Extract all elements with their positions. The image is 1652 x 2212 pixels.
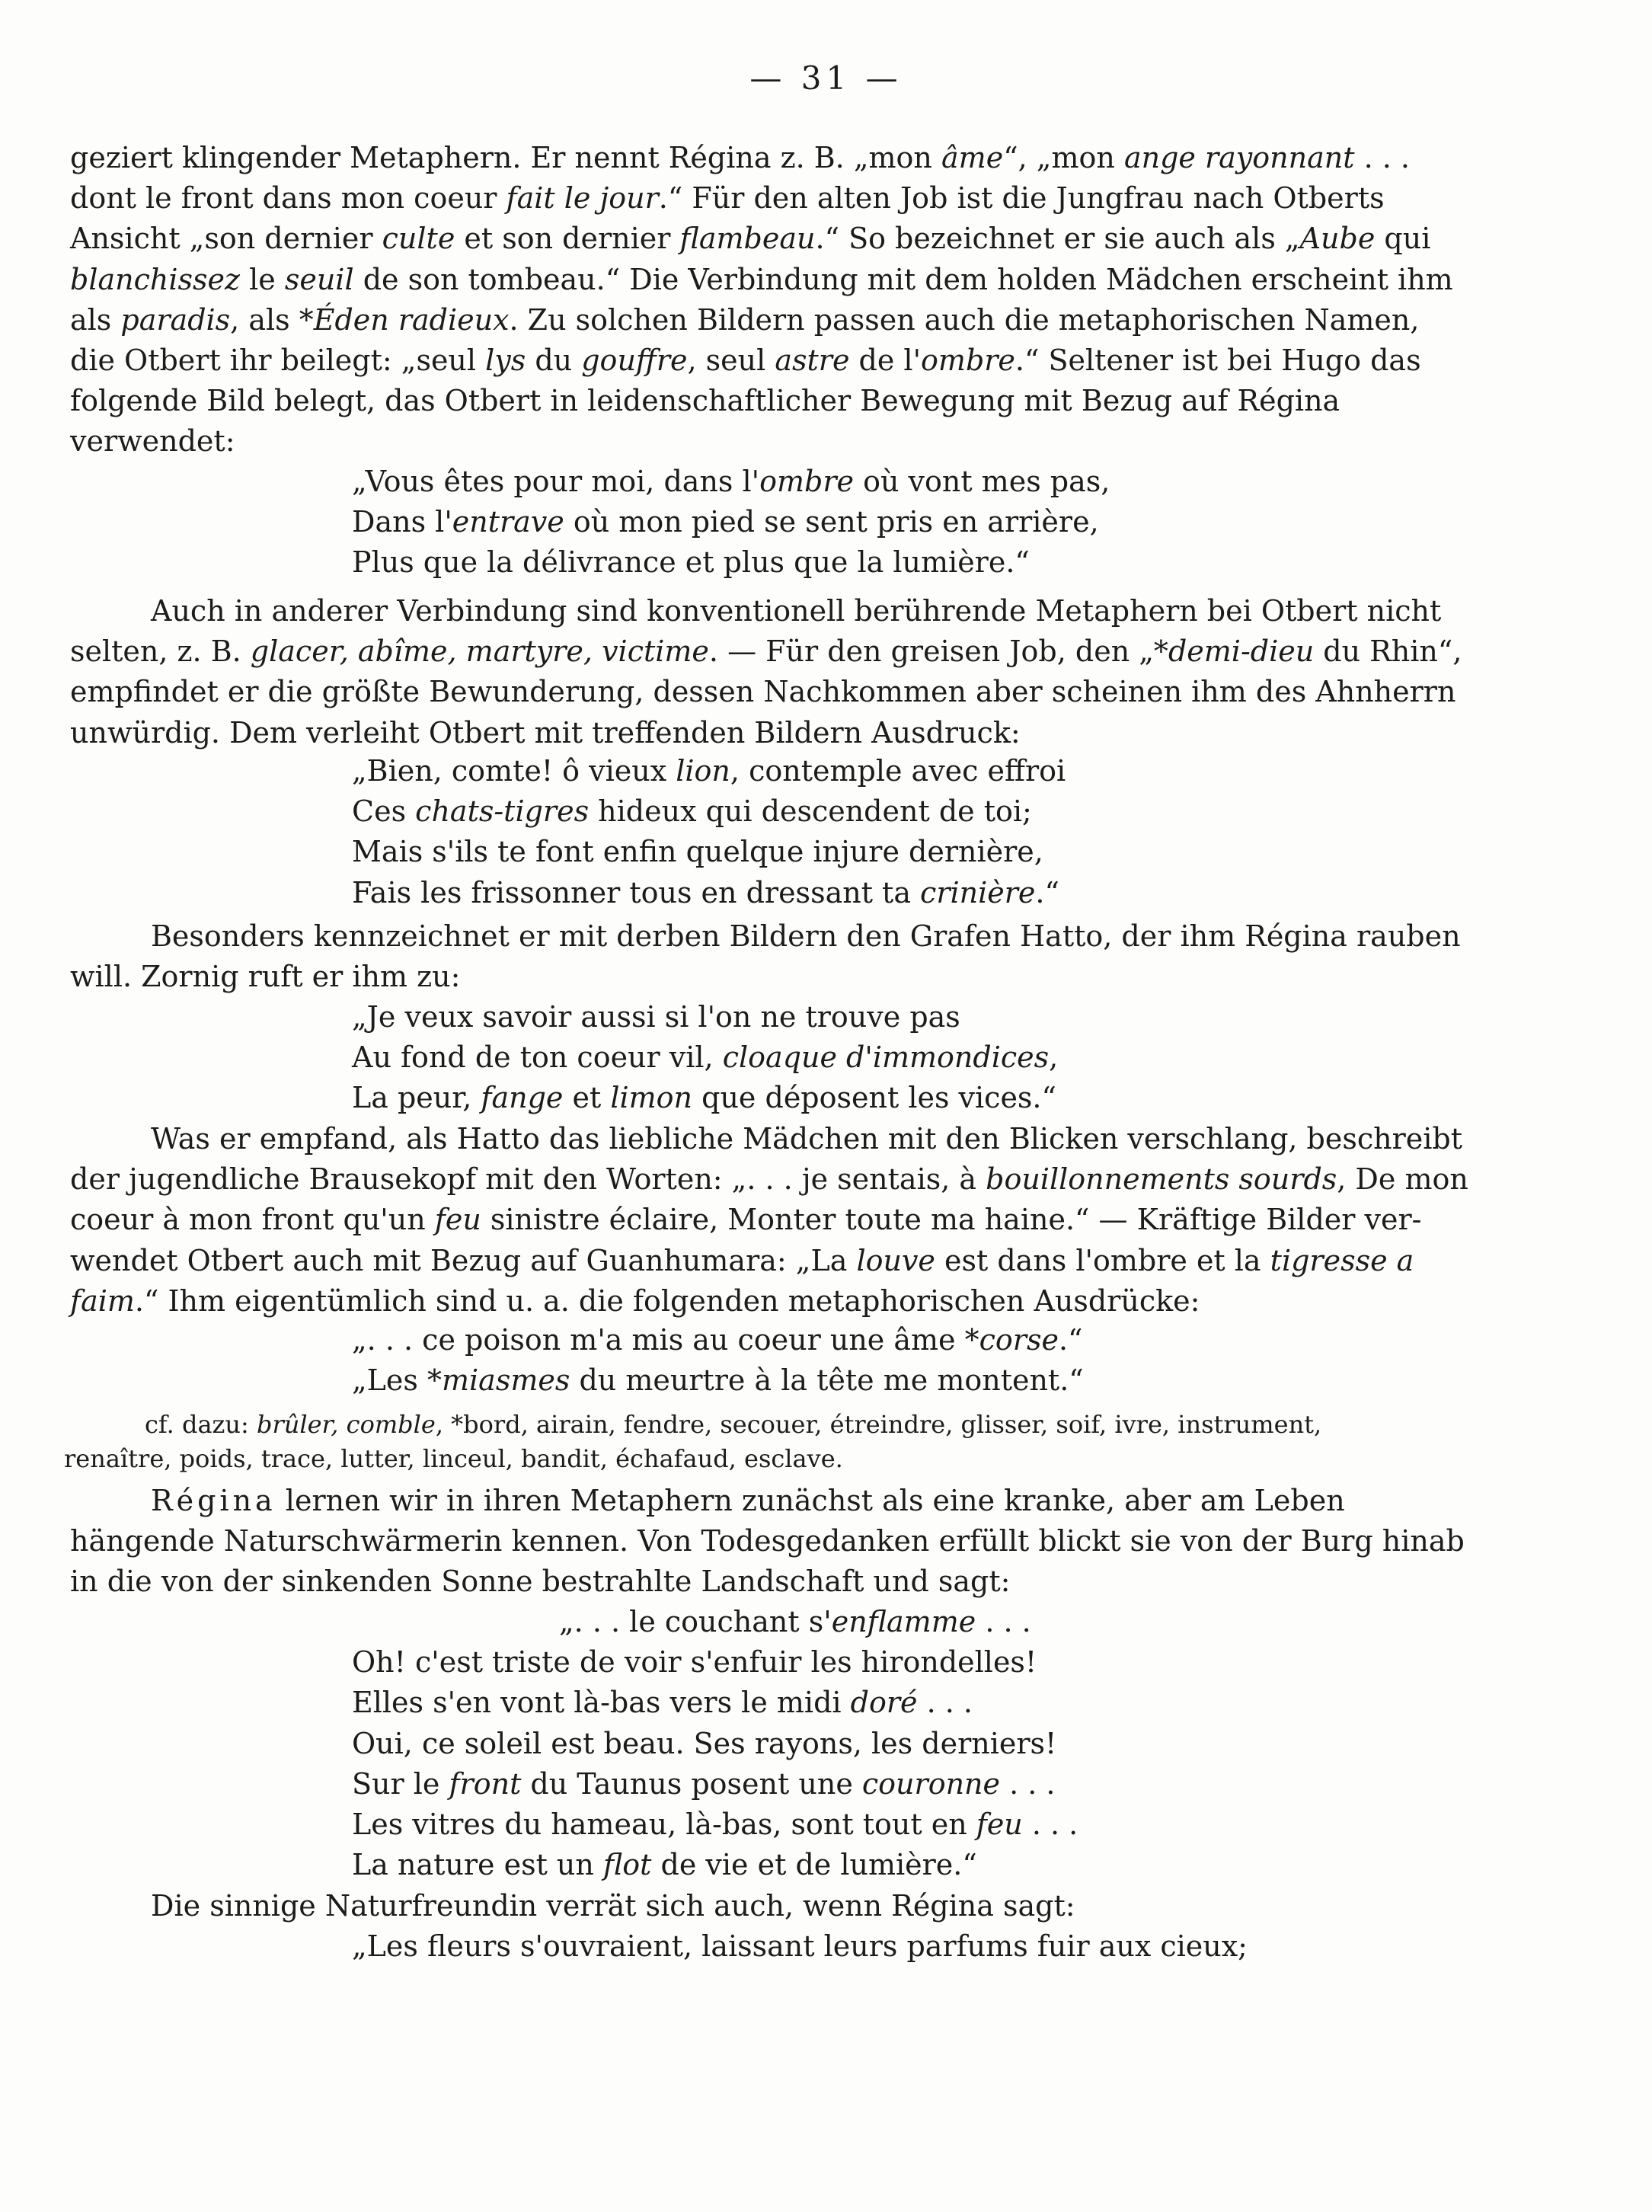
verse-line: La nature est un flot de vie et de lumière.“ bbox=[352, 1848, 977, 1882]
note-line: cf. dazu: brûler, comble, *bord, airain, fendre, secouer, étreindre, glisser, soif, ivre, instrument, bbox=[145, 1410, 1322, 1439]
text-line: folgende Bild belegt, das Otbert in leidenschaftlicher Bewegung mit Bezug auf Régina bbox=[70, 384, 1340, 418]
text-line: selten, z. B. glacer, abîme, martyre, victime. — Für den greisen Job, den „*demi-dieu du Rhin“, bbox=[70, 635, 1462, 669]
text-line: Ansicht „son dernier culte et son dernier flambeau.“ So bezeichnet er sie auch als „Aube qui bbox=[70, 222, 1431, 256]
verse-line: Dans l'entrave où mon pied se sent pris en arrière, bbox=[352, 505, 1099, 539]
paragraph-4 bbox=[70, 1119, 1468, 1322]
paragraph-3 bbox=[70, 916, 1461, 997]
text-line: Régina lernen wir in ihren Metaphern zunächst als eine kranke, aber am Leben bbox=[151, 1484, 1345, 1517]
verse-line: Elles s'en vont là-bas vers le midi doré . . . bbox=[352, 1686, 973, 1720]
paragraph-2 bbox=[70, 591, 1462, 753]
verse-line: „. . . le couchant s'enflamme . . . bbox=[559, 1605, 1031, 1638]
text-line: blanchissez le seuil de son tombeau.“ Die Verbindung mit dem holden Mädchen erscheint ihm bbox=[70, 262, 1453, 296]
text-line: faim.“ Ihm eigentümlich sind u. a. die folgenden metaphorischen Ausdrücke: bbox=[70, 1283, 1200, 1318]
paragraph-1 bbox=[70, 138, 1453, 462]
verse-line: Oh! c'est triste de voir s'enfuir les hirondelles! bbox=[352, 1645, 1037, 1680]
verse-line: Plus que la délivrance et plus que la lumière.“ bbox=[352, 545, 1030, 580]
text-line: dont le front dans mon coeur fait le jour.“ Für den alten Job ist die Jungfrau nach Otberts bbox=[70, 181, 1385, 216]
text-line: will. Zornig ruft er ihm zu: bbox=[70, 960, 461, 994]
verse-quote-6 bbox=[352, 1926, 1248, 1967]
text-line: Die sinnige Naturfreundin verrät sich auch, wenn Régina sagt: bbox=[151, 1889, 1075, 1923]
verse-line: Fais les frissonner tous en dressant ta crinière.“ bbox=[352, 875, 1059, 909]
verse-line: „Les fleurs s'ouvraient, laissant leurs parfums fuir aux cieux; bbox=[352, 1929, 1248, 1963]
text-line: Besonders kennzeichnet er mit derben Bildern den Grafen Hatto, der ihm Régina rauben bbox=[151, 919, 1461, 953]
verse-line: La peur, fange et limon que déposent les vices.“ bbox=[352, 1081, 1056, 1115]
verse-line: „Les *miasmes du meurtre à la tête me montent.“ bbox=[352, 1363, 1084, 1398]
verse-quote-1 bbox=[352, 462, 1110, 583]
verse-line: „. . . ce poison m'a mis au coeur une âme *corse.“ bbox=[352, 1323, 1083, 1357]
note-cf bbox=[64, 1408, 1450, 1476]
verse-line: „Vous êtes pour moi, dans l'ombre où vont mes pas, bbox=[352, 465, 1110, 498]
verse-line: Au fond de ton coeur vil, cloaque d'immondices, bbox=[352, 1040, 1059, 1075]
verse-line: Mais s'ils te font enfin quelque injure dernière, bbox=[352, 835, 1043, 869]
text-line: in die von der sinkenden Sonne bestrahlte Landschaft und sagt: bbox=[70, 1565, 1011, 1599]
text-line: als paradis, als *Éden radieux. Zu solchen Bildern passen auch die metaphorischen Namen, bbox=[70, 302, 1420, 337]
verse-line: Ces chats-tigres hideux qui descendent de toi; bbox=[352, 794, 1032, 829]
verse-line: „Bien, comte! ô vieux lion, contemple avec effroi bbox=[352, 754, 1066, 788]
text-line: Was er empfand, als Hatto das liebliche Mädchen mit den Blicken verschlang, beschreibt bbox=[151, 1122, 1463, 1156]
paragraph-6 bbox=[70, 1886, 1447, 1926]
text-line: hängende Naturschwärmerin kennen. Von Todesgedanken erfüllt blickt sie von der Burg hinab bbox=[70, 1524, 1465, 1558]
text-line: die Otbert ihr beilegt: „seul lys du gouffre, seul astre de l'ombre.“ Seltener ist bei Hugo das bbox=[70, 344, 1421, 378]
text-line: coeur à mon front qu'un feu sinistre éclaire, Monter toute ma haine.“ — Kräftige Bilder ver- bbox=[70, 1203, 1422, 1237]
verse-quote-3 bbox=[352, 997, 1058, 1119]
verse-line: Oui, ce soleil est beau. Ses rayons, les derniers! bbox=[352, 1726, 1057, 1760]
text-line: der jugendliche Brausekopf mit den Worten: „. . . je sentais, à bouillonnements sourds, De mon bbox=[70, 1162, 1468, 1197]
note-line: renaître, poids, trace, lutter, linceul, bandit, échafaud, esclave. bbox=[64, 1444, 843, 1473]
verse-quote-5 bbox=[352, 1602, 1078, 1885]
verse-quote-2 bbox=[352, 751, 1066, 913]
verse-quote-4 bbox=[352, 1320, 1084, 1401]
text-line: unwürdig. Dem verleiht Otbert mit treffenden Bildern Ausdruck: bbox=[70, 715, 1021, 750]
verse-line: „Je veux savoir aussi si l'on ne trouve pas bbox=[352, 1000, 960, 1034]
text-line: geziert klingender Metaphern. Er nennt Régina z. B. „mon âme“, „mon ange rayonnant . . . bbox=[70, 141, 1410, 174]
text-line: verwendet: bbox=[70, 424, 235, 459]
text-line: empfindet er die größte Bewunderung, dessen Nachkommen aber scheinen ihm des Ahnherrn bbox=[70, 675, 1456, 709]
paragraph-5 bbox=[70, 1481, 1465, 1603]
page-number: — 31 — bbox=[749, 59, 903, 97]
verse-line: Sur le front du Taunus posent une couronne . . . bbox=[352, 1766, 1056, 1801]
text-line: wendet Otbert auch mit Bezug auf Guanhumara: „La louve est dans l'ombre et la tigresse a bbox=[70, 1243, 1414, 1277]
text-line: Auch in anderer Verbindung sind konventionell berührende Metaphern bei Otbert nicht bbox=[151, 594, 1442, 628]
verse-line: Les vitres du hameau, là-bas, sont tout en feu . . . bbox=[352, 1808, 1078, 1842]
